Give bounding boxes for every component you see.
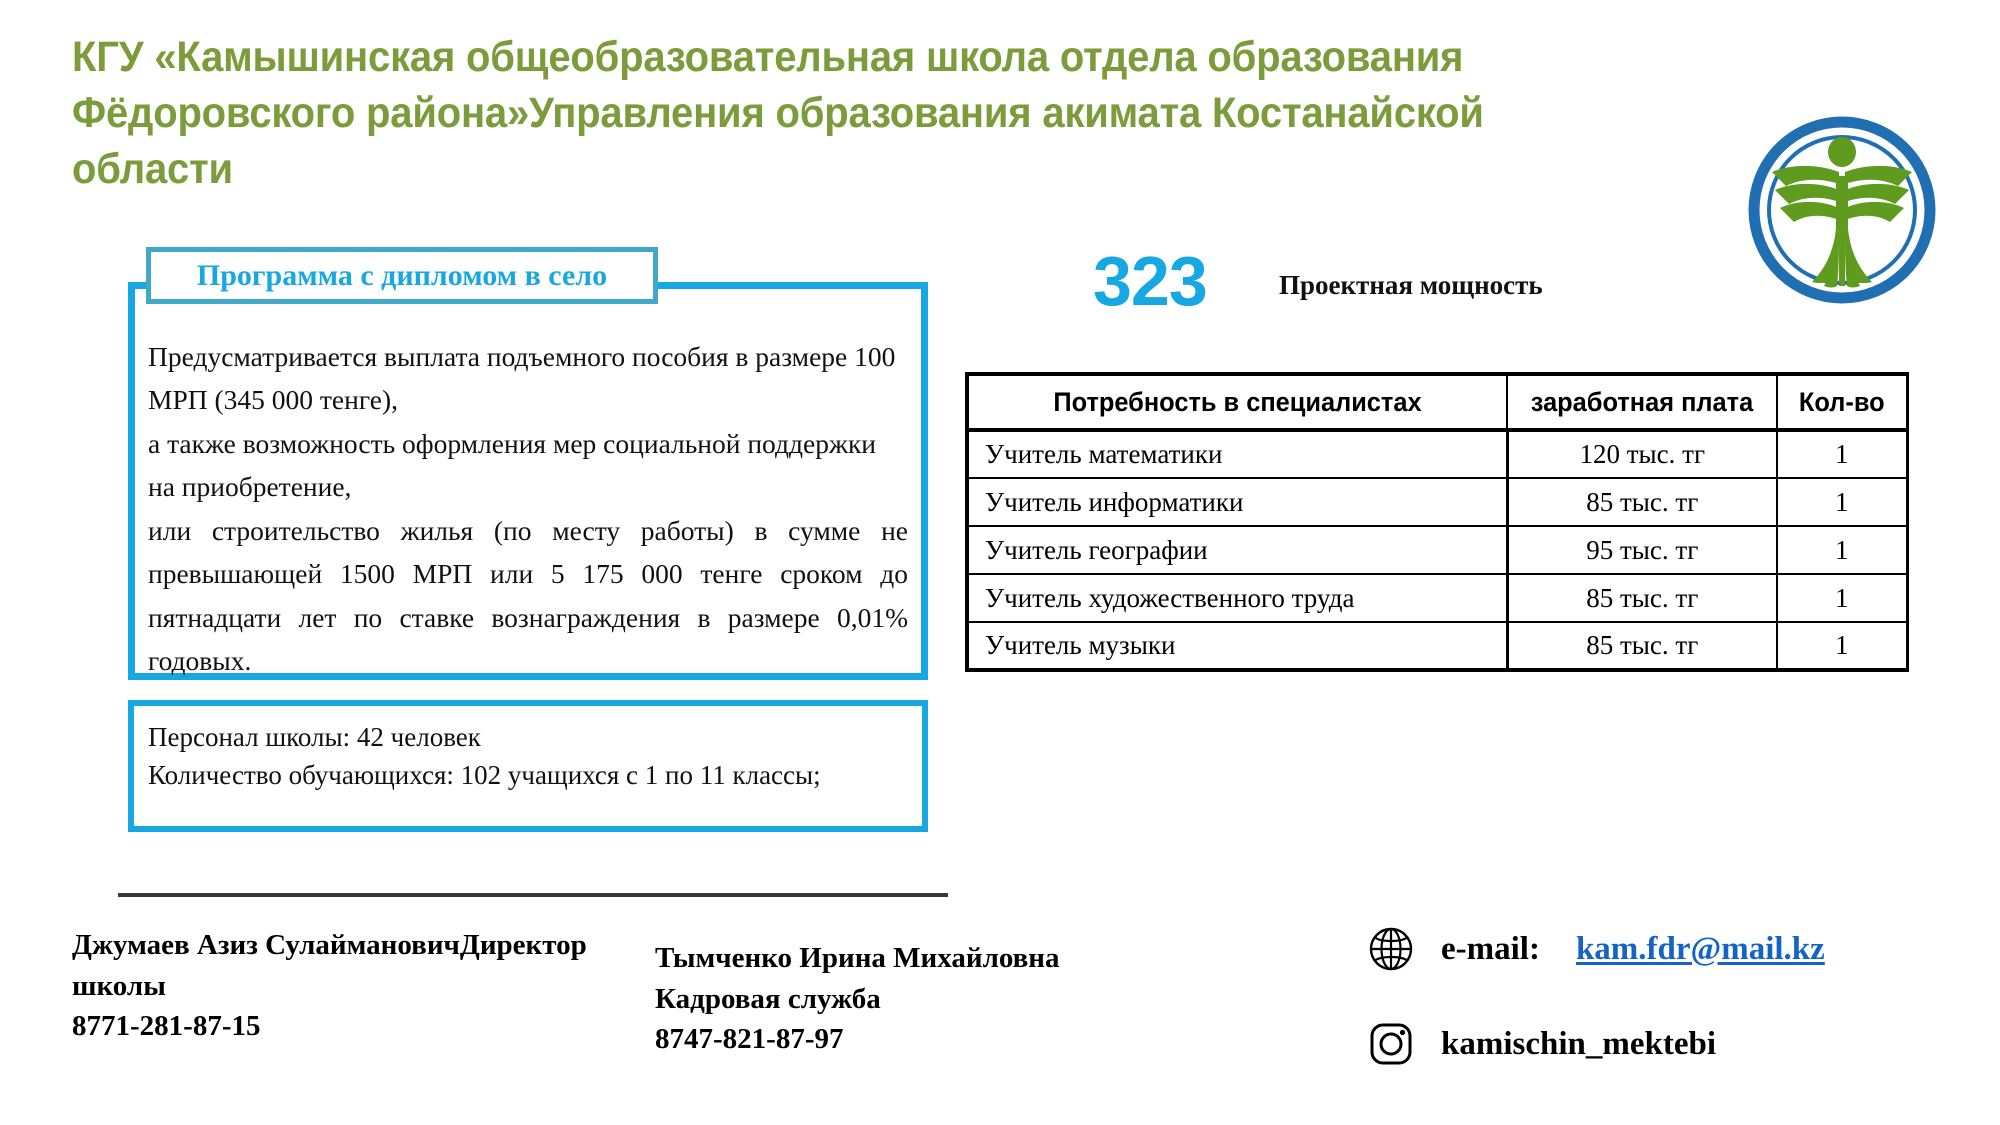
hr-name: Тымченко Ирина Михайловна (655, 942, 1060, 974)
table-row (967, 526, 1907, 574)
education-emblem-logo (1742, 110, 1942, 310)
hr-phone: 8747-821-87-97 (655, 1023, 844, 1056)
program-badge (146, 247, 658, 304)
design-capacity-label: Проектная мощность (1279, 270, 1543, 300)
column-header-role: Потребность в специалистах (983, 374, 1491, 430)
cell-role: Учитель информатики (967, 478, 1507, 526)
cell-count: 1 (1777, 622, 1907, 670)
specialist-needs-table (965, 372, 1909, 672)
student-count-line: Количество обучающихся: 102 учащихся с 1 по 11 классы; (148, 760, 821, 791)
table-row (967, 574, 1907, 622)
cell-count: 1 (1777, 430, 1907, 478)
email-link[interactable]: kam.fdr@mail.kz (1575, 930, 1825, 967)
cell-role: Учитель математики (967, 430, 1507, 478)
footer-divider (118, 893, 948, 897)
cell-salary: 85 тыс. тг (1507, 574, 1777, 622)
table-row (967, 622, 1907, 670)
contact-director (72, 925, 652, 1047)
instagram-contact-row (1367, 1020, 1716, 1068)
cell-count: 1 (1777, 478, 1907, 526)
design-capacity-value: 323 (1093, 242, 1207, 320)
cell-count: 1 (1777, 574, 1907, 622)
program-description (148, 335, 908, 683)
cell-salary: 85 тыс. тг (1507, 478, 1777, 526)
column-header-salary: заработная плата (1515, 374, 1769, 430)
page-title: КГУ «Камышинская общеобразовательная школа отдела образования Фёдоровского района»Управления образования акимата Костанайской области (72, 33, 1484, 193)
staff-count-line: Персонал школы: 42 человек (148, 722, 481, 752)
program-paragraph: или строительство жилья (по месту работы) в сумме не превышающей 1500 МРП или 5 175 000 тенге сроком до пятнадцати лет по ставке вознаграждения в размере 0,01% годовых. (148, 514, 908, 677)
director-name-and-role: Джумаев Азиз СулаймановичДиректор (72, 929, 587, 961)
program-badge-label: Программа с дипломом в село (196, 258, 608, 292)
school-stats-text (148, 718, 918, 795)
cell-salary: 95 тыс. тг (1507, 526, 1777, 574)
cell-role: Учитель художественного труда (967, 574, 1507, 622)
table-header-row (967, 374, 1907, 430)
table-row (967, 478, 1907, 526)
contact-hr (655, 938, 1060, 1060)
cell-role: Учитель музыки (967, 622, 1507, 670)
globe-icon (1367, 925, 1415, 973)
table-row (967, 430, 1907, 478)
instagram-handle: kamischin_mektebi (1441, 1025, 1717, 1062)
email-contact-row (1367, 925, 1825, 973)
cell-salary: 85 тыс. тг (1507, 622, 1777, 670)
instagram-icon (1367, 1020, 1415, 1068)
cell-salary: 120 тыс. тг (1507, 430, 1777, 478)
director-phone: 8771-281-87-15 (72, 1010, 261, 1043)
program-paragraph: а также возможность оформления мер социальной поддержки на приобретение, (148, 427, 877, 503)
cell-role: Учитель географии (967, 526, 1507, 574)
column-header-count: Кол-во (1781, 374, 1903, 430)
program-paragraph: Предусматривается выплата подъемного пособия в размере 100 МРП (345 000 тенге), (148, 341, 896, 416)
email-label: e-mail: (1441, 930, 1540, 967)
director-role-second-line: школы (72, 969, 166, 1002)
hr-role: Кадровая служба (655, 982, 881, 1015)
cell-count: 1 (1777, 526, 1907, 574)
